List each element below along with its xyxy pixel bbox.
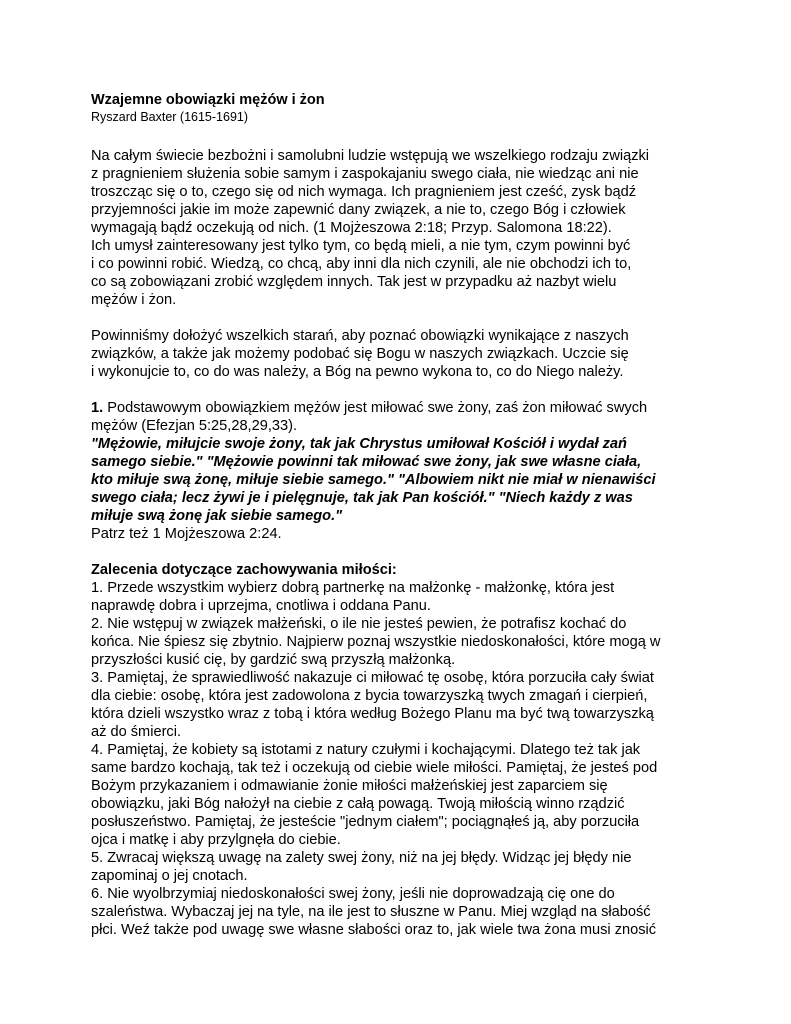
text-line: i co powinni robić. Wiedzą, co chcą, aby inni dla nich czynili, ale nie obchodzi ich to, (91, 256, 632, 272)
text-line: przyszłości kusić cię, by gardzić swą przyszłą małżonką. (91, 652, 456, 668)
text-line: i wykonujcie to, co do was należy, a Bóg na pewno wykona to, co do Niego należy. (91, 364, 624, 380)
point-1-paragraph (91, 399, 691, 543)
text-line: same bardzo kochają, tak też i oczekują od ciebie wiele miłości. Pamiętaj, że jesteś pod (91, 760, 658, 776)
document-author: Ryszard Baxter (1615-1691) (91, 110, 249, 124)
text-line: troszcząc się o to, czego się od nich wymaga. Ich pragnieniem jest cześć, zysk bądź (91, 184, 637, 200)
text-line: co są zobowiązani zrobić względem innych. Tak jest w przypadku aż nazbyt wielu (91, 274, 617, 290)
text-line: obowiązku, jaki Bóg nałożył na ciebie z całą powagą. Twoją miłością winno rządzić (91, 796, 625, 812)
quote-line: miłuje swą żonę jak siebie samego." (91, 508, 343, 524)
text-line: 5. Zwracaj większą uwagę na zalety swej żony, niż na jej błędy. Widząc jej błędy nie (91, 850, 632, 866)
text-line: szaleństwa. Wybaczaj jej na tyle, na ile jest to słuszne w Panu. Miej wzgląd na słabość (91, 904, 651, 920)
text-line: Ich umysł zainteresowany jest tylko tym, co będą mieli, a nie tym, czym powinni być (91, 238, 631, 254)
text-line: dla ciebie: osobę, która jest zadowolona z bycia towarzyszką twych zmagań i cierpień, (91, 688, 648, 704)
text-line: Patrz też 1 Mojżeszowa 2:24. (91, 526, 282, 542)
text-line (91, 399, 691, 417)
quote-line: "Mężowie, miłujcie swoje żony, tak jak Chrystus umiłował Kościół i wydał zań (91, 436, 627, 452)
text-line: z pragnieniem służenia sobie samym i zaspokajaniu swego ciała, nie wiedząc ani nie (91, 166, 639, 182)
text-line: zapominaj o jej cnotach. (91, 868, 248, 884)
text-line: aż do śmierci. (91, 724, 182, 740)
second-paragraph (91, 327, 691, 381)
point-text: Podstawowym obowiązkiem mężów jest miłować swe żony, zaś żon miłować swych (103, 400, 648, 416)
text-line: posłuszeństwo. Pamiętaj, że jesteście "jednym ciałem"; pociągnąłeś ją, aby porzuciła (91, 814, 640, 830)
text-line: wymagają bądź oczekują od nich. (1 Mojżeszowa 2:18; Przyp. Salomona 18:22). (91, 220, 612, 236)
text-line: ojca i matkę i aby przylgnęła do ciebie. (91, 832, 341, 848)
quote-line: samego siebie." "Mężowie powinni tak miłować swe żony, jak swe własne ciała, (91, 454, 642, 470)
point-number: 1. (91, 400, 104, 416)
text-line: 2. Nie wstępuj w związek małżeński, o ile nie jesteś pewien, że potrafisz kochać do (91, 616, 627, 632)
text-line: która dzieli wszystko wraz z tobą i która według Bożego Planu ma być twą towarzyszką (91, 706, 654, 722)
document-page (91, 92, 691, 939)
text-line: przyjemności jakie im może zapewnić dany związek, a nie to, czego Bóg i człowiek (91, 202, 626, 218)
text-line: mężów i żon. (91, 292, 177, 308)
text-line: 6. Nie wyolbrzymiaj niedoskonałości swej żony, jeśli nie doprowadzają cię one do (91, 886, 615, 902)
text-line: Powinniśmy dołożyć wszelkich starań, aby poznać obowiązki wynikające z naszych (91, 328, 629, 344)
text-line: związków, a także jak możemy podobać się Bogu w naszych związkach. Uczcie się (91, 346, 629, 362)
text-line: płci. Weź także pod uwagę swe własne słabości oraz to, jak wiele twa żona musi znosić (91, 922, 657, 938)
recommendations-section (91, 561, 691, 939)
text-line: końca. Nie śpiesz się zbytnio. Najpierw poznaj wszystkie niedoskonałości, które mogą w (91, 634, 661, 650)
quote-line: swego ciała; lecz żywi je i pielęgnuje, tak jak Pan kościół." "Niech każdy z was (91, 490, 633, 506)
text-line: 4. Pamiętaj, że kobiety są istotami z natury czułymi i kochającymi. Dlatego też tak jak (91, 742, 641, 758)
text-line: naprawdę dobra i uprzejma, cnotliwa i oddana Panu. (91, 598, 431, 614)
text-line: Na całym świecie bezbożni i samolubni ludzie wstępują we wszelkiego rodzaju związki (91, 148, 650, 164)
text-line: 3. Pamiętaj, że sprawiedliwość nakazuje ci miłować tę osobę, która porzuciła cały świat (91, 670, 654, 686)
document-title: Wzajemne obowiązki mężów i żon (91, 92, 325, 108)
section-heading: Zalecenia dotyczące zachowywania miłości: (91, 562, 397, 578)
text-line: 1. Przede wszystkim wybierz dobrą partnerkę na małżonkę - małżonkę, która jest (91, 580, 615, 596)
intro-paragraph (91, 147, 691, 309)
text-line: Bożym przykazaniem i odmawianie żonie miłości małżeńskiej jest zaparciem się (91, 778, 608, 794)
text-line: mężów (Efezjan 5:25,28,29,33). (91, 418, 298, 434)
quote-line: kto miłuje swą żonę, miłuje siebie samego." "Albowiem nikt nie miał w nienawiści (91, 472, 656, 488)
